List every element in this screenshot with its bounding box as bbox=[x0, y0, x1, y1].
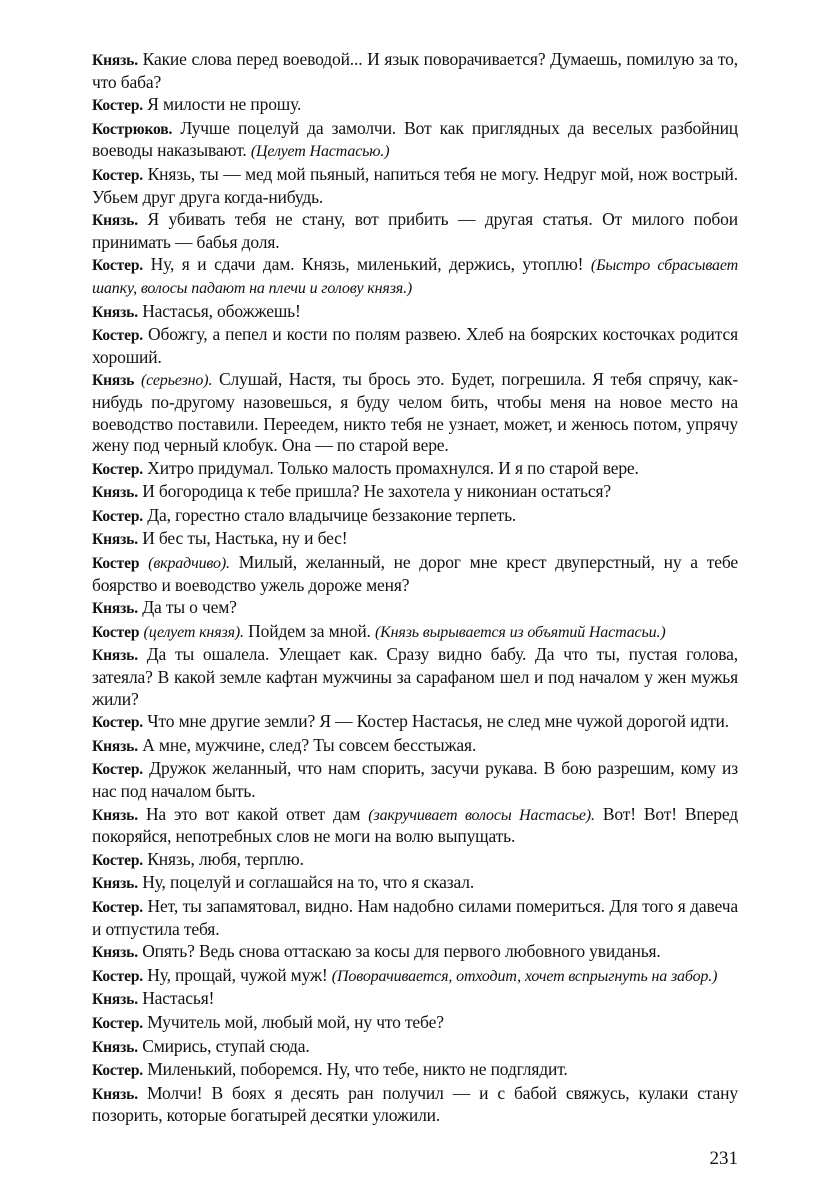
speaker-name: Князь. bbox=[92, 1085, 138, 1103]
speaker-name: Костер. bbox=[92, 257, 144, 275]
stage-direction: (Быстро сбрасывает шапку, волосы падают на плечи и голову князя.) bbox=[92, 257, 738, 297]
dialogue-line bbox=[92, 988, 738, 1011]
line-text: Я милости не прошу. bbox=[143, 94, 302, 115]
dialogue-line bbox=[92, 872, 738, 895]
dialogue-line bbox=[92, 804, 738, 848]
dialogue-line bbox=[92, 849, 738, 872]
line-text: Дружок желанный, что нам спорить, засучи рукава. В бою разрешим, кому из нас под началом быть. bbox=[92, 758, 738, 801]
line-text: А мне, мужчине, след? Ты совсем бесстыжая. bbox=[137, 734, 477, 755]
play-text bbox=[92, 49, 738, 1128]
dialogue-line bbox=[92, 528, 738, 551]
speaker-name: Князь bbox=[92, 372, 135, 390]
line-text: Да ты о чем? bbox=[137, 597, 237, 618]
dialogue-line bbox=[92, 621, 738, 644]
speaker-name: Костер. bbox=[92, 761, 144, 779]
dialogue-line bbox=[92, 896, 738, 940]
spacer bbox=[134, 369, 141, 389]
speaker-name: Князь. bbox=[92, 991, 138, 1009]
speaker-name: Костер. bbox=[92, 166, 144, 184]
dialogue-line bbox=[92, 644, 738, 710]
speaker-name: Костер bbox=[92, 623, 140, 641]
dialogue-line bbox=[92, 1083, 738, 1127]
line-text: Пойдем за мной. bbox=[243, 620, 375, 641]
dialogue-line bbox=[92, 1059, 738, 1082]
speaker-name: Князь. bbox=[92, 875, 138, 893]
line-text: Ну, поцелуй и соглашайся на то, что я сказал. bbox=[137, 872, 475, 893]
line-text: Молчи! В боях я десять ран получил — и с бабой свяжусь, кулаки стану позорить, которые богатырей десятки уложили. bbox=[92, 1082, 738, 1126]
line-text: Настасья! bbox=[137, 988, 215, 1009]
line-text: Какие слова перед воеводой... И язык поворачивается? Думаешь, помилую за то, что баба? bbox=[92, 49, 738, 92]
speaker-name: Костер. bbox=[92, 714, 144, 732]
stage-direction: (целует князя). bbox=[143, 623, 244, 641]
line-text: И бес ты, Настька, ну и бес! bbox=[137, 528, 348, 549]
speaker-name: Князь. bbox=[92, 806, 138, 824]
speaker-name: Костер. bbox=[92, 851, 144, 869]
line-text: Ну, я и сдачи дам. Князь, миленький, держись, утоплю! bbox=[143, 254, 591, 275]
line-text: Да, горестно стало владычице беззаконие терпеть. bbox=[143, 504, 517, 525]
line-text: Ну, прощай, чужой муж! bbox=[143, 964, 332, 985]
line-text: Милый, желанный, не дорог мне крест двуперстный, ну а тебе боярство и воеводство ужель дороже меня? bbox=[92, 552, 738, 595]
line-text: На это вот какой ответ дам bbox=[137, 803, 369, 824]
stage-direction: (Поворачивается, отходит, хочет вспрыгнуть на забор.) bbox=[331, 967, 718, 985]
speaker-name: Костер. bbox=[92, 507, 144, 525]
dialogue-line bbox=[92, 164, 738, 208]
line-text: Мучитель мой, любый мой, ну что тебе? bbox=[143, 1011, 444, 1032]
stage-direction: (Целует Настасью.) bbox=[250, 143, 390, 161]
line-text: Князь, любя, терплю. bbox=[143, 848, 304, 869]
line-text-continued: Вот! Вот! Вперед покоряйся, непотребных слов не моги на волю выпущать. bbox=[92, 803, 739, 847]
dialogue-line bbox=[92, 458, 738, 481]
dialogue-line bbox=[92, 965, 738, 988]
dialogue-line bbox=[92, 711, 738, 734]
speaker-name: Князь. bbox=[92, 303, 138, 321]
line-text: Слушай, Настя, ты брось это. Будет, погрешила. Я тебя спрячу, как-нибудь по-другому назовешься, я буду челом бить, чтобы меня на новое место на воеводство поставили. Переедем, никто тебя не узнает, может, и женюсь потом, упрячу жену под черный клобук. Она — по старой вере. bbox=[92, 369, 738, 456]
dialogue-line bbox=[92, 735, 738, 758]
dialogue-line bbox=[92, 369, 738, 456]
line-text: Князь, ты — мед мой пьяный, напиться тебя не могу. Недруг мой, нож вострый. Убьем друг друга когда-нибудь. bbox=[92, 163, 738, 207]
stage-direction: (закручивает волосы Настасье). bbox=[368, 806, 595, 824]
line-text: Я убивать тебя не стану, вот прибить — другая статья. От милого побои принимать — бабья доля. bbox=[92, 209, 738, 252]
speaker-name: Костер. bbox=[92, 97, 144, 115]
speaker-name: Князь. bbox=[92, 1038, 138, 1056]
speaker-name: Князь. bbox=[92, 600, 138, 618]
dialogue-line bbox=[92, 49, 738, 93]
line-text: Хитро придумал. Только малость промахнулся. И я по старой вере. bbox=[143, 457, 639, 478]
dialogue-line bbox=[92, 301, 738, 324]
speaker-name: Костер. bbox=[92, 327, 144, 345]
dialogue-line bbox=[92, 941, 738, 964]
line-text: И богородица к тебе пришла? Не захотела у никониан остаться? bbox=[137, 481, 611, 502]
dialogue-line bbox=[92, 324, 738, 368]
line-text: Смирись, ступай сюда. bbox=[137, 1035, 310, 1056]
stage-direction: (Князь вырывается из объятий Настасьи.) bbox=[374, 623, 666, 641]
speaker-name: Князь. bbox=[92, 52, 138, 69]
line-text: Что мне другие земли? Я — Костер Настасья, не след мне чужой дорогой идти. bbox=[143, 711, 730, 732]
dialogue-line bbox=[92, 552, 738, 596]
stage-direction: (вкрадчиво). bbox=[148, 555, 230, 573]
speaker-name: Костер. bbox=[92, 1014, 144, 1032]
line-text: Настасья, обожжешь! bbox=[137, 300, 301, 321]
speaker-name: Князь. bbox=[92, 484, 138, 502]
speaker-name: Кострюков. bbox=[92, 120, 173, 138]
speaker-name: Князь. bbox=[92, 737, 138, 755]
line-text: Нет, ты запамятовал, видно. Нам надобно силами помериться. Для того я давеча и отпустила тебя. bbox=[92, 895, 738, 939]
line-text: Лучше поцелуй да замолчи. Вот как приглядных да веселых разбойниц воеводы наказывают. bbox=[92, 117, 738, 161]
line-text: Да ты ошалела. Улещает как. Сразу видно бабу. Да что ты, пустая голова, затеяла? В какой земле кафтан мужчины за сарафаном шел и под началом у жен мужья жили? bbox=[92, 644, 738, 709]
speaker-name: Костер. bbox=[92, 460, 144, 478]
dialogue-line bbox=[92, 505, 738, 528]
dialogue-line bbox=[92, 94, 738, 117]
page-number: 231 bbox=[709, 1148, 738, 1169]
dialogue-line bbox=[92, 118, 738, 163]
spacer bbox=[139, 552, 148, 572]
speaker-name: Князь. bbox=[92, 531, 138, 549]
speaker-name: Костер. bbox=[92, 1062, 144, 1080]
dialogue-line bbox=[92, 1012, 738, 1035]
speaker-name: Костер. bbox=[92, 967, 144, 985]
dialogue-line bbox=[92, 1036, 738, 1059]
speaker-name: Князь. bbox=[92, 944, 138, 962]
speaker-name: Князь. bbox=[92, 212, 138, 230]
speaker-name: Костер. bbox=[92, 898, 144, 916]
dialogue-line bbox=[92, 758, 738, 802]
dialogue-line bbox=[92, 209, 738, 253]
dialogue-line bbox=[92, 481, 738, 504]
stage-direction: (серьезно). bbox=[140, 372, 213, 390]
dialogue-line bbox=[92, 254, 738, 299]
speaker-name: Князь. bbox=[92, 647, 138, 665]
line-text: Опять? Ведь снова оттаскаю за косы для первого любовного увиданья. bbox=[137, 941, 661, 962]
dialogue-line bbox=[92, 597, 738, 620]
line-text: Обожгу, а пепел и кости по полям развею. Хлеб на боярских косточках родится хороший. bbox=[92, 324, 738, 367]
line-text: Миленький, поборемся. Ну, что тебе, никто не подглядит. bbox=[143, 1059, 568, 1080]
speaker-name: Костер bbox=[92, 555, 140, 573]
